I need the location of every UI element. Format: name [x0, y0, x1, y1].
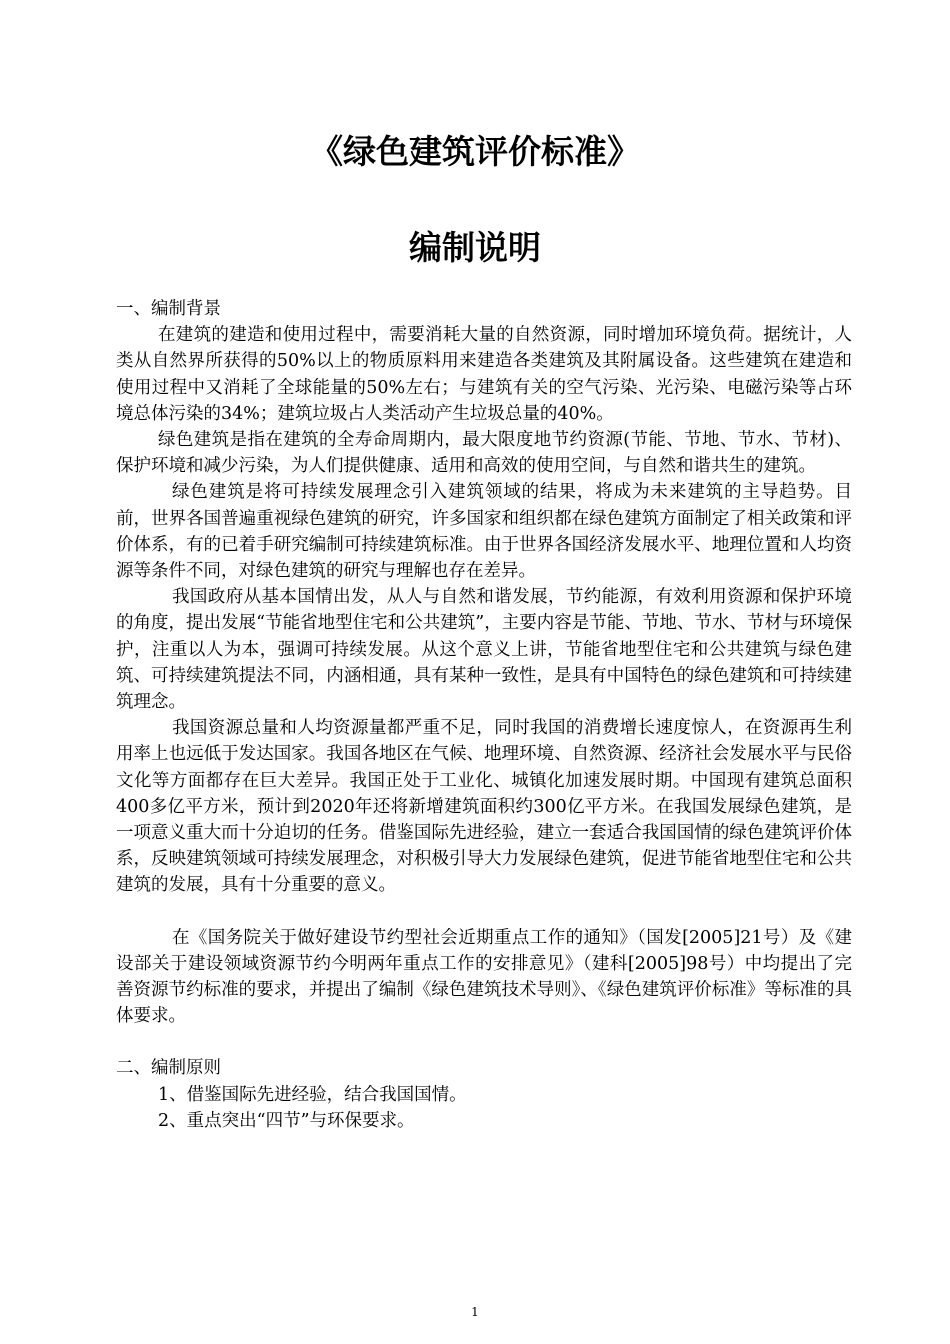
- principle-item: 1、借鉴国际先进经验，结合我国国情。: [158, 1084, 467, 1105]
- page-number: 1: [471, 1305, 479, 1319]
- paragraph-policy-documents: 在《国务院关于做好建设节约型社会近期重点工作的通知》（国发[2005]21号）及《建设部关于建设领域资源节约今明两年重点工作的安排意见》（建科[2005]98号）中均提出了完善资源节约标准的要求，并提出了编制《绿色建筑技术导则》、《绿色建筑评价标准》等标准的具体要求。: [116, 927, 852, 1027]
- document-title: 《绿色建筑评价标准》: [310, 132, 640, 171]
- document-subtitle: 编制说明: [409, 228, 541, 267]
- paragraph-national-conditions: 我国资源总量和人均资源量都严重不足，同时我国的消费增长速度惊人，在资源再生利用率上也远低于发达国家。我国各地区在气候、地理环境、自然资源、经济社会发展水平与民俗文化等方面都存在巨大差异。我国正处于工业化、城镇化加速发展时期。中国现有建筑总面积400多亿平方米，预计到2020年还将新增建筑面积约300亿平方米。在我国发展绿色建筑，是一项意义重大而十分迫切的任务。借鉴国际先进经验，建立一套适合我国国情的绿色建筑评价体系，反映建筑领域可持续发展理念，对积极引导大力发展绿色建筑，促进节能省地型住宅和公共建筑的发展，具有十分重要的意义。: [116, 718, 852, 896]
- section-heading-background: 一、编制背景: [116, 299, 221, 319]
- paragraph-sustainable-trend: 绿色建筑是将可持续发展理念引入建筑领域的结果，将成为未来建筑的主导趋势。目前，世界各国普遍重视绿色建筑的研究，许多国家和组织都在绿色建筑方面制定了相关政策和评价体系，有的已着手研究编制可持续建筑标准。由于世界各国经济发展水平、地理位置和人均资源等条件不同，对绿色建筑的研究与理解也存在差异。: [116, 482, 852, 582]
- principle-item: 2、重点突出“四节”与环保要求。: [158, 1110, 415, 1131]
- document-body: [116, 296, 852, 1134]
- paragraph-green-building-definition: 绿色建筑是指在建筑的全寿命周期内，最大限度地节约资源(节能、节地、节水、节材)、保护环境和减少污染，为人们提供健康、适用和高效的使用空间，与自然和谐共生的建筑。: [116, 430, 852, 477]
- paragraph-resource-consumption: 在建筑的建造和使用过程中，需要消耗大量的自然资源，同时增加环境负荷。据统计，人类从自然界所获得的50%以上的物质原料用来建造各类建筑及其附属设备。这些建筑在建造和使用过程中又消耗了全球能量的50%左右；与建筑有关的空气污染、光污染、电磁污染等占环境总体污染的34%；建筑垃圾占人类活动产生垃圾总量的40%。: [116, 325, 852, 424]
- paragraph-government-policy: 我国政府从基本国情出发，从人与自然和谐发展，节约能源，有效利用资源和保护环境的角度，提出发展“节能省地型住宅和公共建筑”，主要内容是节能、节地、节水、节材与环境保护，注重以人为本，强调可持续发展。从这个意义上讲，节能省地型住宅和公共建筑与绿色建筑、可持续建筑提法不同，内涵相通，具有某种一致性，是具有中国特色的绿色建筑和可持续建筑理念。: [116, 587, 852, 713]
- section-heading-principles: 二、编制原则: [116, 1058, 221, 1079]
